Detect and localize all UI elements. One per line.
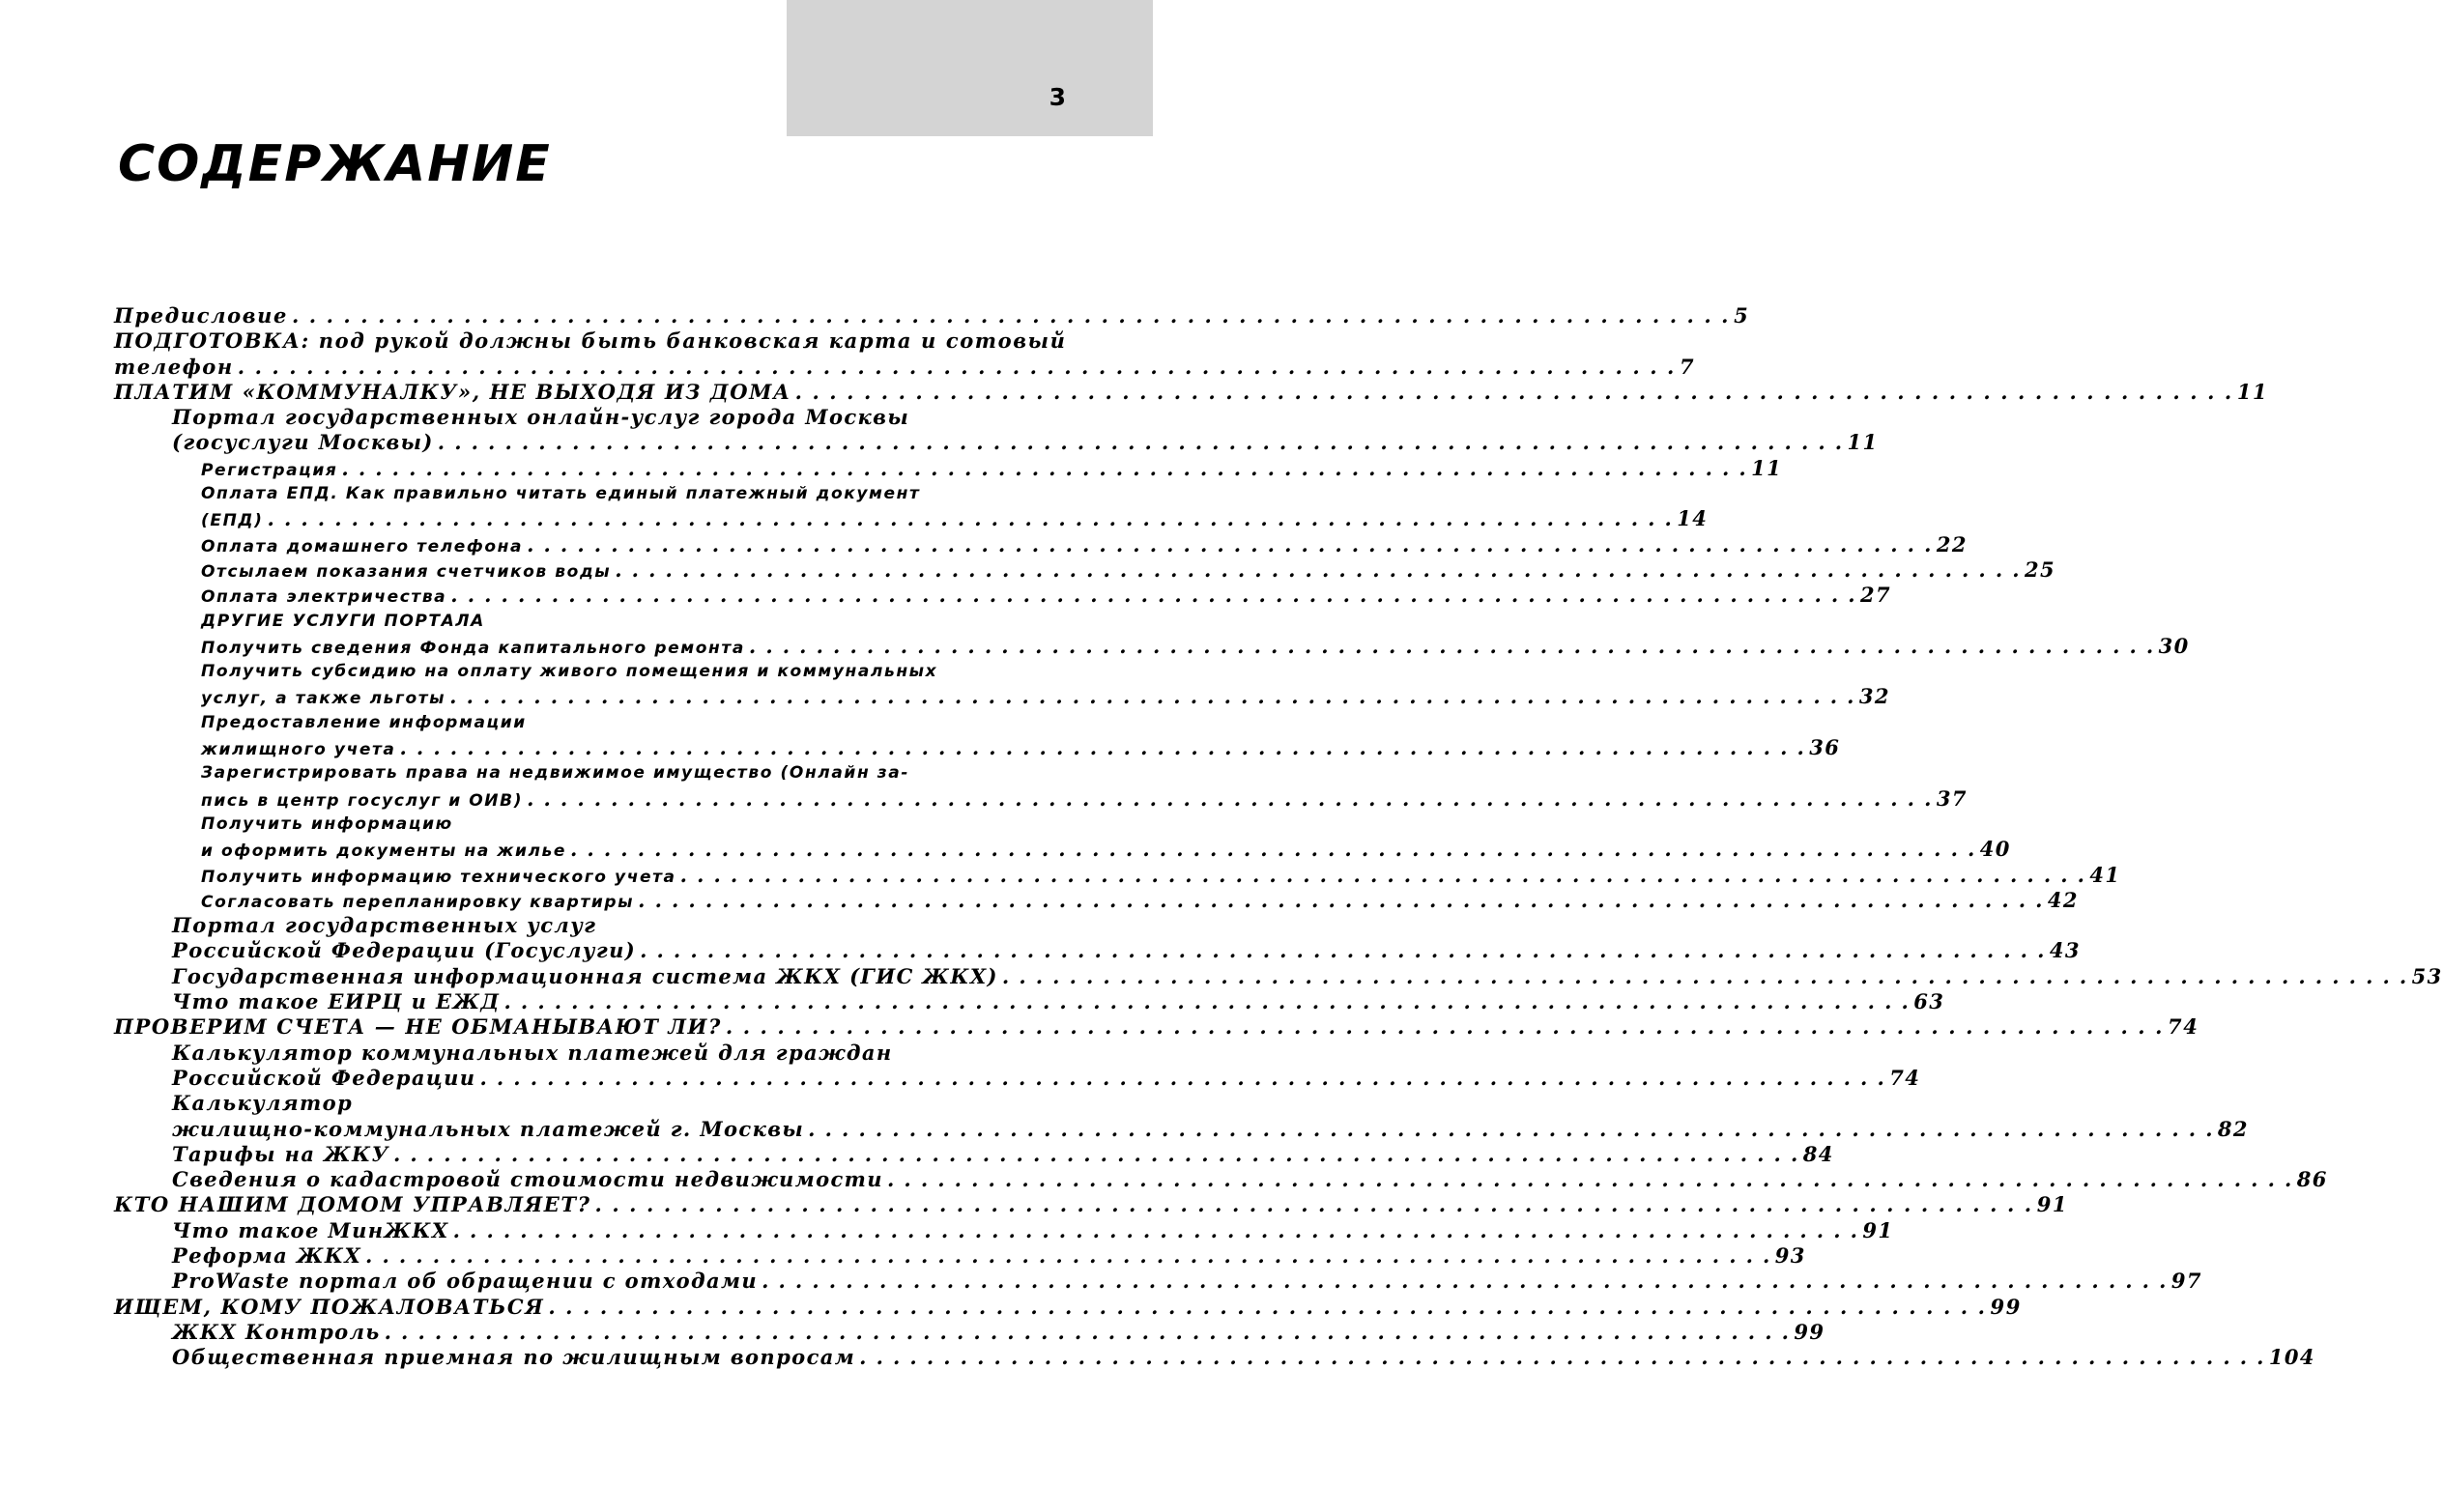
toc-entry-title-line: Зарегистрировать права на недвижимое имущество (Онлайн за-: [201, 763, 910, 784]
toc-entry-title: Общественная приемная по жилищным вопросам: [172, 1345, 856, 1370]
toc-entry-title-line: Калькулятор коммунальных платежей для граждан: [172, 1040, 893, 1065]
toc-entry-title: ЖКХ Контроль: [172, 1319, 381, 1344]
dot-leader: [722, 1014, 2168, 1040]
toc-entry[interactable]: [114, 583, 1892, 608]
toc-entry-title: жилищно-коммунальных платежей г. Москвы: [172, 1116, 805, 1141]
dot-leader: [804, 1117, 2218, 1142]
toc-entry[interactable]: [114, 481, 1709, 532]
toc-page-number: 104: [2268, 1345, 2315, 1370]
toc-entry-title: Российской Федерации: [172, 1065, 476, 1090]
dot-leader: [634, 888, 2048, 913]
dot-leader: [544, 1295, 1990, 1320]
table-of-contents: [114, 303, 2443, 1370]
dot-leader: [389, 1142, 1803, 1167]
toc-entry-title: Российской Федерации (Госуслуги): [172, 938, 637, 963]
dot-leader: [337, 456, 1751, 481]
toc-entry[interactable]: [114, 659, 1890, 710]
toc-entry-title: Оплата домашнего телефона: [201, 536, 524, 556]
toc-entry[interactable]: [114, 963, 2443, 989]
dot-leader: [883, 1167, 2297, 1192]
toc-entry[interactable]: [114, 1269, 2202, 1294]
toc-entry-title-line: ПОДГОТОВКА: под рукой должны быть банковская карта и сотовый: [114, 328, 1067, 354]
dot-leader: [523, 532, 1937, 557]
toc-entry-title: Тарифы на ЖКУ: [172, 1141, 389, 1166]
toc-entry-title: (госуслуги Москвы): [172, 430, 434, 455]
toc-entry-title: Сведения о кадастровой стоимости недвижимости: [172, 1167, 883, 1192]
toc-entry[interactable]: [114, 1167, 2328, 1192]
toc-page-number: 41: [2089, 862, 2121, 887]
dot-leader: [591, 1192, 2037, 1217]
toc-entry[interactable]: [114, 1091, 2249, 1142]
toc-entry[interactable]: [114, 303, 1750, 328]
dot-leader: [434, 430, 1848, 455]
toc-entry-title: КТО НАШИМ ДОМОМ УПРАВЛЯЕТ?: [114, 1192, 591, 1217]
dot-leader: [676, 863, 2090, 888]
dot-leader: [566, 837, 1980, 862]
toc-page-number: 11: [1847, 430, 1879, 455]
dot-leader: [855, 1345, 2269, 1370]
toc-entry[interactable]: [114, 760, 1968, 812]
toc-page-number: 82: [2217, 1116, 2249, 1141]
toc-entry-title: услуг, а также льготы: [201, 689, 446, 709]
toc-page-number: 93: [1774, 1242, 1806, 1268]
toc-page-number: 43: [2049, 938, 2081, 963]
dot-leader: [449, 1218, 1863, 1243]
toc-entry[interactable]: [114, 1014, 2199, 1040]
dot-leader: [446, 583, 1860, 608]
toc-entry[interactable]: [114, 1319, 1825, 1345]
toc-page-number: 22: [1936, 531, 1968, 556]
toc-entry-title-line: Получить информацию: [201, 813, 453, 834]
dot-leader: [998, 964, 2412, 989]
dot-leader: [288, 303, 1734, 328]
toc-entry[interactable]: [114, 531, 1968, 557]
toc-page-number: 5: [1734, 303, 1750, 328]
toc-entry[interactable]: [114, 710, 1841, 761]
toc-entry-title: жилищного учета: [201, 740, 396, 760]
toc-page-number: 99: [1990, 1294, 2022, 1319]
toc-entry-title-line: Портал государственных услуг: [172, 913, 597, 938]
toc-entry-title-line: Оплата ЕПД. Как правильно читать единый платежный документ: [201, 484, 921, 504]
toc-entry-title: Что такое МинЖКХ: [172, 1217, 449, 1242]
toc-entry[interactable]: [114, 379, 2269, 405]
toc-entry[interactable]: [114, 1141, 1834, 1167]
toc-entry-title-line: Получить субсидию на оплату живого помещения и коммунальных: [201, 662, 938, 682]
toc-page-number: 99: [1794, 1319, 1825, 1344]
toc-entry[interactable]: [114, 913, 2081, 964]
toc-entry-title: Оплата электричества: [201, 587, 447, 608]
page-number: 3: [1049, 83, 1066, 111]
toc-entry-title: Государственная информационная система ЖКХ (ГИС ЖКХ): [172, 963, 998, 988]
toc-page-number: 40: [1979, 837, 2011, 862]
toc-entry-title: Регистрация: [201, 460, 338, 480]
toc-entry-title: Получить сведения Фонда капитального ремонта: [201, 638, 745, 658]
toc-entry-title: Согласовать перепланировку квартиры: [201, 892, 635, 912]
toc-page-number: 14: [1677, 506, 1709, 531]
toc-page-number: 63: [1913, 989, 1945, 1014]
dot-leader: [475, 1066, 1889, 1091]
toc-entry-title: Реформа ЖКХ: [172, 1242, 362, 1268]
dot-leader: [500, 989, 1913, 1014]
dot-leader: [381, 1320, 1795, 1345]
toc-page-number: 25: [2025, 556, 2056, 582]
toc-page-number: 30: [2158, 633, 2190, 658]
toc-entry-title: Что такое ЕИРЦ и ЕЖД: [172, 989, 501, 1014]
toc-entry-title: и оформить документы на жилье: [201, 842, 566, 862]
toc-entry-title: телефон: [114, 354, 234, 379]
toc-entry-title: пись в центр госуслуг и ОИВ): [201, 790, 524, 811]
toc-entry[interactable]: [114, 556, 2056, 583]
toc-page-number: 27: [1860, 583, 1892, 608]
toc-entry[interactable]: [114, 1294, 2022, 1320]
page-title: СОДЕРЖАНИЕ: [118, 135, 552, 193]
dot-leader: [264, 506, 1678, 531]
dot-leader: [758, 1269, 2171, 1294]
toc-entry[interactable]: [114, 887, 2079, 913]
dot-leader: [611, 557, 2025, 583]
toc-page-number: 32: [1858, 684, 1890, 709]
toc-page-number: 42: [2047, 887, 2079, 912]
toc-section-heading: ДРУГИЕ УСЛУГИ ПОРТАЛА: [201, 611, 485, 631]
toc-entry-title: Отсылаем показания счетчиков воды: [201, 561, 612, 582]
toc-entry[interactable]: [114, 609, 1015, 634]
toc-entry-title-line: Калькулятор: [172, 1091, 354, 1116]
toc-page-number: 91: [1862, 1217, 1894, 1242]
toc-entry[interactable]: [114, 1040, 1921, 1092]
toc-entry[interactable]: [114, 862, 2121, 888]
dot-leader: [791, 380, 2237, 405]
toc-entry-title: ПЛАТИМ «КОММУНАЛКУ», НЕ ВЫХОДЯ ИЗ ДОМА: [114, 379, 791, 404]
dot-leader: [445, 684, 1859, 709]
toc-entry-title: Получить информацию технического учета: [201, 867, 676, 887]
toc-entry[interactable]: [114, 455, 1783, 481]
toc-entry-title-line: Портал государственных онлайн-услуг города Москвы: [172, 405, 910, 430]
toc-page-number: 36: [1809, 735, 1841, 760]
toc-entry[interactable]: [114, 1217, 1894, 1243]
dot-leader: [361, 1243, 1775, 1269]
toc-entry[interactable]: [114, 1192, 2069, 1217]
toc-page-number: 91: [2036, 1192, 2069, 1217]
toc-entry[interactable]: [114, 405, 1879, 456]
toc-entry-title-line: Предоставление информации: [201, 712, 527, 732]
toc-entry[interactable]: [114, 633, 2190, 659]
page-number-tab: [787, 0, 1153, 136]
toc-page-number: 11: [2236, 379, 2269, 404]
toc-page-number: 53: [2411, 963, 2443, 988]
toc-entry-title: (ЕПД): [201, 511, 264, 531]
toc-entry[interactable]: [114, 989, 1945, 1014]
toc-entry[interactable]: [114, 812, 2011, 863]
toc-page-number: 84: [1802, 1141, 1834, 1166]
dot-leader: [523, 786, 1937, 812]
dot-leader: [636, 938, 2050, 963]
toc-page-number: 74: [1889, 1065, 1921, 1090]
dot-leader: [745, 634, 2159, 659]
toc-page-number: 86: [2296, 1167, 2328, 1192]
toc-page-number: 74: [2168, 1014, 2199, 1040]
toc-entry[interactable]: [114, 1345, 2315, 1370]
dot-leader: [234, 355, 1680, 380]
toc-entry[interactable]: [114, 1242, 1806, 1269]
toc-entry-title: ИЩЕМ, КОМУ ПОЖАЛОВАТЬСЯ: [114, 1294, 545, 1319]
toc-page-number: 37: [1936, 785, 1968, 811]
toc-entry-title: Предисловие: [114, 303, 288, 328]
toc-page-number: 11: [1751, 455, 1783, 480]
toc-page-number: 97: [2170, 1269, 2202, 1294]
dot-leader: [396, 735, 1810, 760]
toc-entry[interactable]: [114, 328, 1696, 380]
toc-entry-title: ProWaste портал об обращении с отходами: [172, 1269, 759, 1294]
toc-entry-title: ПРОВЕРИМ СЧЕТА — НЕ ОБМАНЫВАЮТ ЛИ?: [114, 1014, 722, 1040]
toc-page-number: 7: [1679, 354, 1696, 379]
